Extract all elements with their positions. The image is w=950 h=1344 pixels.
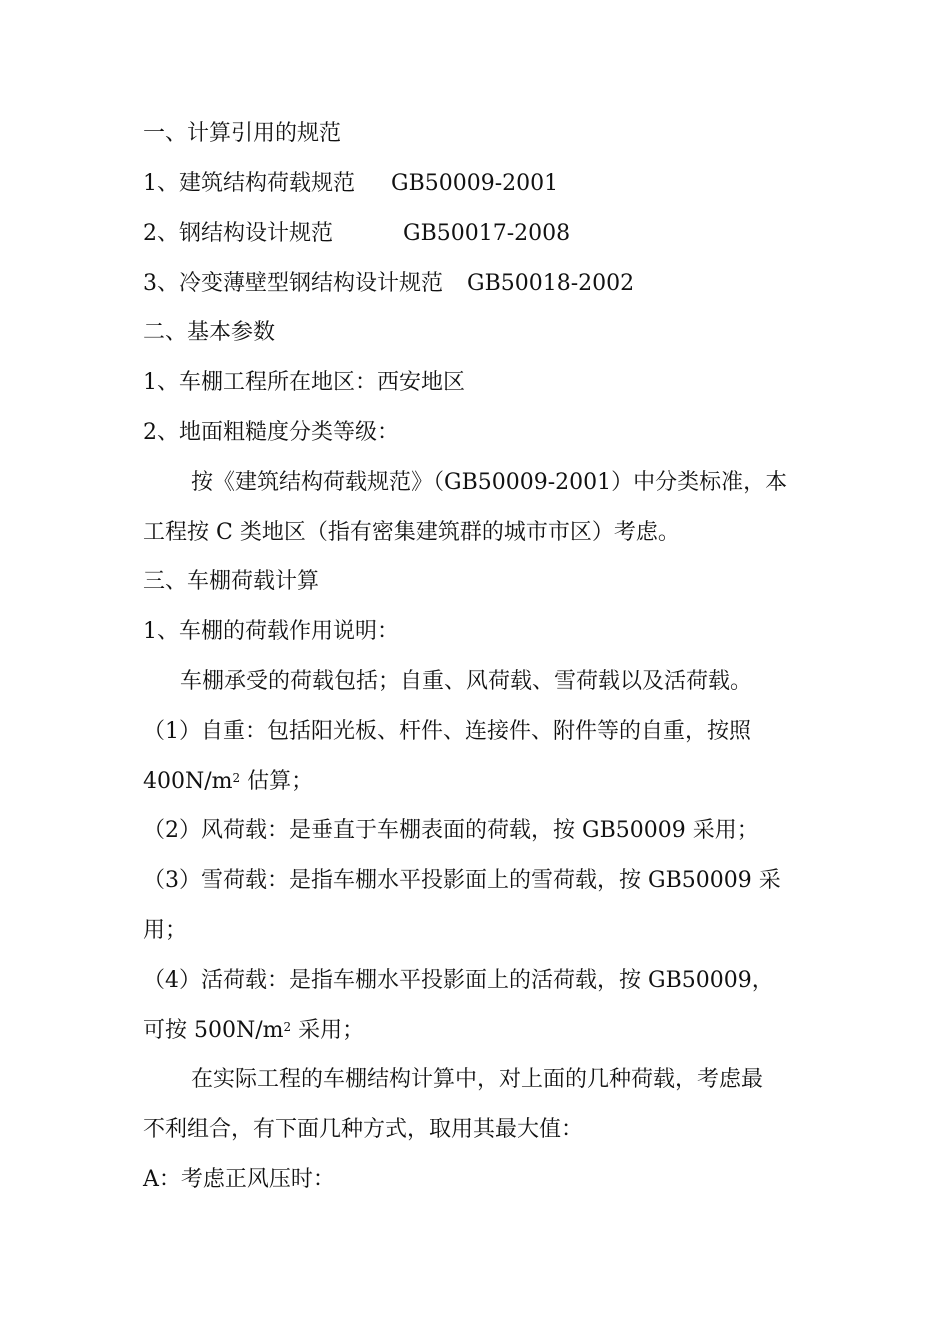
- section-heading-parameters: 二、基本参数: [143, 320, 276, 345]
- code-item-2-name: 2、钢结构设计规范: [143, 221, 333, 246]
- code-item-3-name: 3、冷变薄壁型钢结构设计规范: [143, 271, 443, 296]
- paragraph-combination-line-2: 不利组合，有下面几种方式，取用其最大值：: [143, 1117, 584, 1142]
- load-item-snow-line-2: 用；: [143, 918, 188, 943]
- code-item-2-code: GB50017-2008: [403, 221, 571, 246]
- parameter-location: 1、车棚工程所在地区：西安地区: [143, 370, 465, 395]
- paragraph-roughness-line-1: 按《建筑结构荷载规范》（GB50009-2001）中分类标准，本: [191, 470, 788, 495]
- load-item-self-weight-line-2: $400N/m^2$ 估算；: [143, 769, 314, 794]
- parameter-roughness: 2、地面粗糙度分类等级：: [143, 420, 399, 445]
- paragraph-roughness-line-2: 工程按 C 类地区（指有密集建筑群的城市市区）考虑。: [143, 520, 680, 545]
- section-heading-load-calc: 三、车棚荷载计算: [143, 569, 320, 594]
- code-item-1-name: 1、建筑结构荷载规范: [143, 171, 355, 196]
- load-item-wind: （2）风荷载：是垂直于车棚表面的荷载，按 GB50009 采用；: [143, 818, 759, 843]
- code-item-2: [143, 219, 808, 249]
- code-item-1: [143, 169, 808, 199]
- load-item-live-line-1: （4）活荷载：是指车棚水平投影面上的活荷载，按 GB50009，: [143, 968, 774, 993]
- paragraph-combination-line-1: 在实际工程的车棚结构计算中，对上面的几种荷载，考虑最: [191, 1067, 764, 1092]
- case-a-heading: A：考虑正风压时：: [143, 1167, 335, 1192]
- load-description-title: 1、车棚的荷载作用说明：: [143, 619, 399, 644]
- code-item-3-code: GB50018-2002: [467, 271, 635, 296]
- load-description-intro: 车棚承受的荷载包括；自重、风荷载、雪荷载以及活荷载。: [180, 669, 753, 694]
- load-item-snow-line-1: （3）雪荷载：是指车棚水平投影面上的雪荷载，按 GB50009 采: [143, 868, 781, 893]
- code-item-3: [143, 269, 808, 299]
- load-item-self-weight-line-1: （1）自重：包括阳光板、杆件、连接件、附件等的自重，按照: [143, 719, 751, 744]
- code-item-1-code: GB50009-2001: [391, 171, 559, 196]
- section-heading-codes: 一、计算引用的规范: [143, 121, 342, 146]
- load-item-live-line-2: 可按 $500N/m^2$ 采用；: [143, 1018, 365, 1043]
